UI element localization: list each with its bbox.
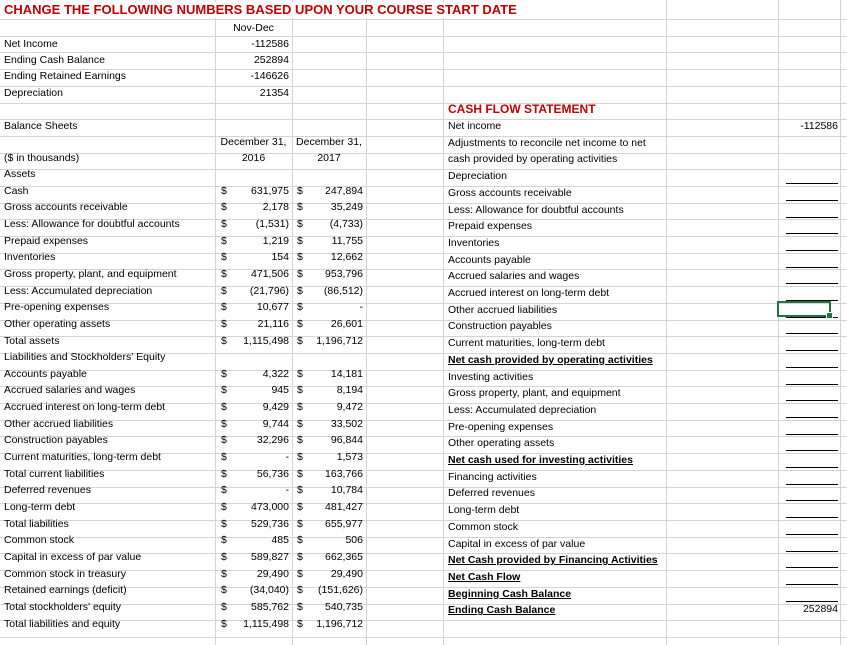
balance-value-2017[interactable]: 481,427 <box>325 501 363 513</box>
year-2017[interactable]: 2017 <box>317 152 341 164</box>
balance-row-label[interactable]: Total current liabilities <box>4 467 105 480</box>
currency-symbol: $ <box>297 600 303 613</box>
currency-symbol: $ <box>297 467 303 480</box>
balance-value-2016[interactable]: 585,762 <box>251 600 289 613</box>
cash-flow-line-label[interactable]: Long-term debt <box>448 504 520 517</box>
balance-value-2016[interactable]: 29,490 <box>256 567 289 580</box>
currency-symbol: $ <box>221 334 227 347</box>
balance-value-2016[interactable]: (21,796) <box>249 284 289 297</box>
answer-cell[interactable] <box>786 385 838 401</box>
currency-symbol: $ <box>221 550 227 563</box>
currency-symbol: $ <box>297 284 303 297</box>
balance-row-label[interactable]: Total assets <box>4 334 60 347</box>
currency-symbol: $ <box>221 617 227 630</box>
column-gridline <box>840 0 841 645</box>
column-gridline <box>778 0 779 645</box>
balance-row-label[interactable]: Assets <box>4 168 36 180</box>
balance-row-label[interactable]: Accounts payable <box>4 367 87 380</box>
cash-flow-line-label[interactable]: Depreciation <box>448 170 507 183</box>
balance-value-2017[interactable]: (86,512) <box>323 284 363 297</box>
balance-row-label[interactable]: Less: Accumulated depreciation <box>4 284 153 297</box>
balance-value-2016[interactable]: 529,736 <box>251 517 289 530</box>
cash-flow-line-label[interactable]: Other operating assets <box>448 437 555 450</box>
balance-value-2016[interactable]: 21,116 <box>257 317 289 330</box>
currency-symbol: $ <box>221 517 227 530</box>
input-label[interactable]: Ending Cash Balance <box>4 54 105 67</box>
balance-value-2017[interactable]: 10,784 <box>330 484 363 497</box>
balance-value-2016[interactable]: 9,429 <box>262 401 289 414</box>
currency-symbol: $ <box>221 600 227 613</box>
balance-value-2017[interactable]: 8,194 <box>336 384 363 397</box>
cash-flow-line-label[interactable]: Net cash provided by operating activities <box>448 353 653 366</box>
balance-row-label[interactable]: Accrued interest on long-term debt <box>4 401 166 414</box>
balance-row-label[interactable]: Deferred revenues <box>4 484 91 497</box>
cash-flow-line-label[interactable]: Gross accounts receivable <box>448 186 572 199</box>
balance-value-2016[interactable]: (34,040) <box>249 584 289 597</box>
answer-cell[interactable] <box>786 569 838 585</box>
balance-value-2016[interactable]: (1,531) <box>255 217 289 230</box>
balance-value-2017[interactable]: 247,894 <box>325 184 363 197</box>
balance-row-label[interactable]: Pre-opening expenses <box>4 301 110 314</box>
balance-value-2016[interactable]: 56,736 <box>256 467 289 480</box>
cash-flow-line-label[interactable]: Accounts payable <box>448 253 531 266</box>
row-gridline <box>0 103 847 104</box>
currency-symbol: $ <box>221 317 227 330</box>
currency-symbol: $ <box>297 417 303 430</box>
balance-row-label[interactable]: Construction payables <box>4 434 108 447</box>
cash-flow-line-label[interactable]: Less: Accumulated depreciation <box>448 403 597 416</box>
balance-row-label[interactable]: Current maturities, long-term debt <box>4 451 161 464</box>
currency-symbol: $ <box>221 234 227 247</box>
selected-cell[interactable] <box>777 301 831 317</box>
cash-flow-line-label[interactable]: Pre-opening expenses <box>448 420 554 433</box>
answer-cell[interactable] <box>786 218 838 234</box>
currency-symbol: $ <box>297 550 303 563</box>
cash-flow-title[interactable]: CASH FLOW STATEMENT <box>448 102 596 116</box>
net-income-value-cell[interactable]: -112586 <box>800 120 838 132</box>
currency-symbol: $ <box>221 417 227 430</box>
balance-row-label[interactable]: Prepaid expenses <box>4 234 89 247</box>
balance-row-label[interactable]: Less: Allowance for doubtful accounts <box>4 217 180 230</box>
balance-value-2017[interactable]: 655,977 <box>325 517 363 530</box>
row-gridline <box>0 136 847 137</box>
balance-value-2016[interactable]: 589,827 <box>251 550 289 563</box>
cash-flow-line-label[interactable]: Net Cash Flow <box>448 570 521 583</box>
currency-symbol: $ <box>297 384 303 397</box>
balance-value-2016[interactable]: 32,296 <box>256 434 289 447</box>
currency-symbol: $ <box>297 367 303 380</box>
balance-row-label[interactable]: Inventories <box>4 251 56 264</box>
currency-symbol: $ <box>297 317 303 330</box>
cash-flow-line-label[interactable]: Gross property, plant, and equipment <box>448 387 621 400</box>
answer-cell[interactable] <box>786 168 838 184</box>
currency-symbol: $ <box>221 501 227 513</box>
cash-flow-line-label[interactable]: Investing activities <box>448 370 534 383</box>
balance-value-2017[interactable]: 33,502 <box>330 417 363 430</box>
answer-cell[interactable] <box>786 202 838 218</box>
currency-symbol: $ <box>221 401 227 414</box>
cash-flow-line-label[interactable]: Accrued interest on long-term debt <box>448 287 610 299</box>
currency-symbol: $ <box>297 534 303 547</box>
answer-cell[interactable] <box>786 586 838 602</box>
currency-symbol: $ <box>297 401 303 414</box>
balance-value-2017[interactable]: 35,249 <box>330 201 363 214</box>
cash-flow-line-label[interactable]: Net income <box>448 120 502 132</box>
answer-cell[interactable] <box>786 369 838 385</box>
answer-cell[interactable] <box>786 268 838 284</box>
answer-cell[interactable] <box>786 318 838 334</box>
balance-value-2017[interactable]: 1,196,712 <box>316 334 363 347</box>
balance-sheet-title[interactable]: Balance Sheets <box>4 120 78 132</box>
balance-value-2016[interactable]: 631,975 <box>251 184 289 197</box>
currency-symbol: $ <box>221 567 227 580</box>
currency-symbol: $ <box>221 451 227 464</box>
currency-symbol: $ <box>221 534 227 547</box>
balance-row-label[interactable]: Gross property, plant, and equipment <box>4 267 177 280</box>
balance-row-label[interactable]: Long-term debt <box>4 501 76 513</box>
balance-value-2016[interactable]: 473,000 <box>251 501 289 513</box>
cash-flow-line-label[interactable]: Capital in excess of par value <box>448 537 586 550</box>
balance-row-label[interactable]: Gross accounts receivable <box>4 201 128 214</box>
balance-row-label[interactable]: Liabilities and Stockholders' Equity <box>4 351 166 364</box>
answer-cell[interactable] <box>786 335 838 351</box>
balance-row-label[interactable]: Total liabilities and equity <box>4 617 121 630</box>
answer-cell[interactable] <box>786 402 838 418</box>
currency-symbol: $ <box>297 451 303 464</box>
units-label[interactable]: ($ in thousands) <box>4 152 80 164</box>
currency-symbol: $ <box>297 234 303 247</box>
currency-symbol: $ <box>221 201 227 214</box>
column-header-2016[interactable]: December 31, <box>220 136 287 148</box>
balance-value-2016[interactable]: 485 <box>271 534 289 547</box>
balance-value-2017[interactable]: 540,735 <box>325 600 363 613</box>
balance-value-2016[interactable]: 10,677 <box>256 301 289 314</box>
currency-symbol: $ <box>297 334 303 347</box>
balance-row-label[interactable]: Total stockholders' equity <box>4 600 121 613</box>
currency-symbol: $ <box>297 201 303 214</box>
currency-symbol: $ <box>221 217 227 230</box>
currency-symbol: $ <box>221 251 227 264</box>
balance-value-2017[interactable]: 9,472 <box>336 401 363 414</box>
input-value-cell[interactable]: -112586 <box>251 38 289 50</box>
balance-value-2017[interactable]: (4,733) <box>329 217 363 230</box>
cash-flow-line-label[interactable]: Financing activities <box>448 470 537 483</box>
cash-flow-line-label[interactable]: Construction payables <box>448 320 552 333</box>
answer-cell[interactable] <box>786 285 838 301</box>
currency-symbol: $ <box>221 384 227 397</box>
balance-value-2017[interactable]: - <box>359 301 363 314</box>
cash-flow-line-label[interactable]: Current maturities, long-term debt <box>448 337 605 350</box>
balance-value-2016[interactable]: 1,115,498 <box>243 334 289 347</box>
balance-row-label[interactable]: Retained earnings (deficit) <box>4 584 127 597</box>
cash-flow-line-label[interactable]: Adjustments to reconcile net income to net <box>448 136 646 149</box>
balance-value-2017[interactable]: 26,601 <box>330 317 363 330</box>
answer-cell[interactable] <box>786 469 838 485</box>
balance-value-2016[interactable]: 471,506 <box>251 267 289 280</box>
currency-symbol: $ <box>297 484 303 497</box>
balance-value-2017[interactable]: 662,365 <box>325 550 363 563</box>
currency-symbol: $ <box>221 434 227 447</box>
balance-value-2017[interactable]: 163,766 <box>325 467 363 480</box>
answer-cell[interactable] <box>786 536 838 552</box>
currency-symbol: $ <box>297 617 303 630</box>
balance-row-label[interactable]: Common stock <box>4 534 75 547</box>
input-label[interactable]: Net Income <box>4 38 58 50</box>
column-gridline <box>366 0 367 645</box>
balance-value-2017[interactable]: 14,181 <box>330 367 363 380</box>
input-label[interactable]: Ending Retained Earnings <box>4 70 127 83</box>
cash-flow-line-label[interactable]: Less: Allowance for doubtful accounts <box>448 203 624 216</box>
currency-symbol: $ <box>297 501 303 513</box>
column-header-2017[interactable]: December 31, <box>296 136 362 148</box>
answer-cell[interactable] <box>786 352 838 368</box>
cash-flow-line-label[interactable]: cash provided by operating activities <box>448 153 618 166</box>
currency-symbol: $ <box>297 301 303 314</box>
currency-symbol: $ <box>297 517 303 530</box>
balance-row-label[interactable]: Capital in excess of par value <box>4 550 142 563</box>
balance-value-2017[interactable]: (151,626) <box>318 584 363 597</box>
currency-symbol: $ <box>221 267 227 280</box>
balance-value-2017[interactable]: 12,662 <box>330 251 363 264</box>
currency-symbol: $ <box>221 584 227 597</box>
balance-row-label[interactable]: Other operating assets <box>4 317 111 330</box>
answer-cell[interactable] <box>786 485 838 501</box>
currency-symbol: $ <box>221 284 227 297</box>
currency-symbol: $ <box>221 184 227 197</box>
cash-flow-line-label[interactable]: Inventories <box>448 236 500 249</box>
cash-flow-line-label[interactable]: Common stock <box>448 520 519 533</box>
row-gridline <box>0 637 847 638</box>
sheet-title: CHANGE THE FOLLOWING NUMBERS BASED UPON YOUR COURSE START DATE <box>4 2 517 17</box>
cash-flow-line-label[interactable]: Accrued salaries and wages <box>448 270 580 283</box>
balance-value-2017[interactable]: 1,196,712 <box>316 617 363 630</box>
currency-symbol: $ <box>221 484 227 497</box>
period-label[interactable]: Nov-Dec <box>233 22 274 34</box>
currency-symbol: $ <box>297 251 303 264</box>
input-value-cell[interactable]: 252894 <box>253 54 289 67</box>
answer-cell[interactable] <box>786 435 838 451</box>
input-label[interactable]: Depreciation <box>4 86 63 99</box>
answer-cell[interactable] <box>786 235 838 251</box>
balance-value-2016[interactable]: - <box>285 451 289 464</box>
currency-symbol: $ <box>221 301 227 314</box>
cash-flow-line-label[interactable]: Other accrued liabilities <box>448 303 558 316</box>
balance-row-label[interactable]: Cash <box>4 184 29 197</box>
answer-cell[interactable] <box>786 452 838 468</box>
balance-value-2017[interactable]: 96,844 <box>330 434 363 447</box>
row-gridline <box>0 19 847 20</box>
balance-value-2016[interactable]: 154 <box>271 251 289 264</box>
answer-cell[interactable] <box>786 185 838 201</box>
ending-cash-value-cell[interactable]: 252894 <box>802 603 838 615</box>
cash-flow-line-label[interactable]: Net Cash provided by Financing Activities <box>448 554 658 567</box>
currency-symbol: $ <box>297 217 303 230</box>
balance-value-2017[interactable]: 1,573 <box>336 451 363 464</box>
balance-value-2016[interactable]: 1,115,498 <box>243 617 289 630</box>
currency-symbol: $ <box>221 367 227 380</box>
balance-value-2016[interactable]: 945 <box>271 384 289 397</box>
cash-flow-line-label[interactable]: Beginning Cash Balance <box>448 587 572 600</box>
currency-symbol: $ <box>297 267 303 280</box>
currency-symbol: $ <box>297 434 303 447</box>
input-value-cell[interactable]: 21354 <box>259 86 289 99</box>
balance-value-2017[interactable]: 29,490 <box>330 567 363 580</box>
balance-value-2017[interactable]: 953,796 <box>325 267 363 280</box>
balance-row-label[interactable]: Other accrued liabilities <box>4 417 114 430</box>
answer-cell[interactable] <box>786 519 838 535</box>
currency-symbol: $ <box>297 584 303 597</box>
input-value-cell[interactable]: -146626 <box>250 70 289 83</box>
balance-value-2016[interactable]: 1,219 <box>262 234 289 247</box>
balance-value-2016[interactable]: 4,322 <box>262 367 289 380</box>
currency-symbol: $ <box>221 467 227 480</box>
balance-value-2016[interactable]: 2,178 <box>262 201 289 214</box>
currency-symbol: $ <box>297 184 303 197</box>
year-2016[interactable]: 2016 <box>241 152 266 164</box>
balance-value-2016[interactable]: 9,744 <box>262 417 289 430</box>
answer-cell[interactable] <box>786 502 838 518</box>
currency-symbol: $ <box>297 567 303 580</box>
cash-flow-line-label[interactable]: Net cash used for investing activities <box>448 454 633 466</box>
column-gridline <box>292 0 293 645</box>
cash-flow-line-label[interactable]: Prepaid expenses <box>448 220 533 233</box>
cash-flow-line-label[interactable]: Ending Cash Balance <box>448 604 556 617</box>
balance-value-2017[interactable]: 11,755 <box>331 234 363 247</box>
balance-value-2016[interactable]: - <box>285 484 289 497</box>
answer-cell[interactable] <box>786 252 838 268</box>
answer-cell[interactable] <box>786 419 838 435</box>
cash-flow-line-label[interactable]: Deferred revenues <box>448 487 535 500</box>
balance-row-label[interactable]: Total liabilities <box>4 517 69 530</box>
answer-cell[interactable] <box>786 552 838 568</box>
balance-value-2017[interactable]: 506 <box>345 534 363 547</box>
balance-row-label[interactable]: Accrued salaries and wages <box>4 384 136 397</box>
balance-row-label[interactable]: Common stock in treasury <box>4 567 126 580</box>
column-gridline <box>443 0 444 645</box>
